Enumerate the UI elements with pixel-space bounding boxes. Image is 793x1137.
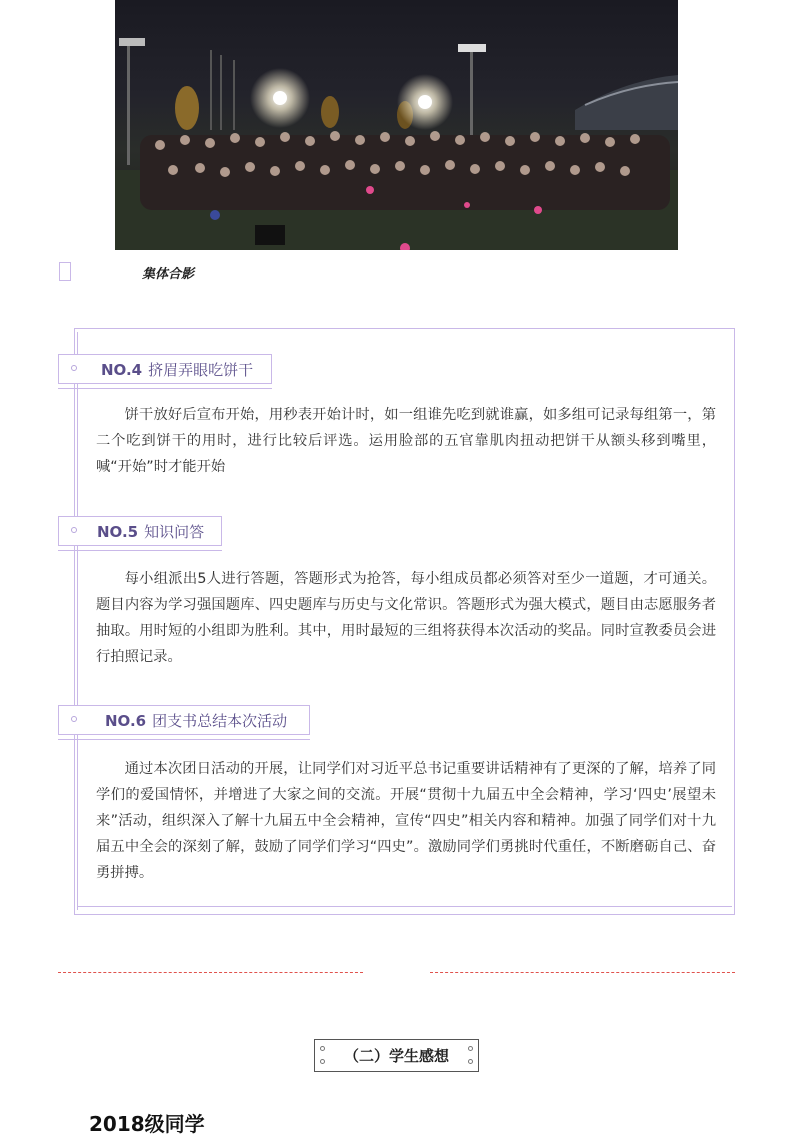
corner-dot-icon xyxy=(320,1046,325,1051)
bullet-icon xyxy=(71,716,77,722)
divider-left xyxy=(58,972,363,973)
section-number: NO.6 xyxy=(105,711,147,730)
section-body-no4: 饼干放好后宣布开始，用秒表开始计时，如一组谁先吃到就谁赢，如多组可记录每组第一，第二个吃到饼干的用时，进行比较后评选。运用脸部的五官靠肌肉扭动把饼干从额头移到嘴里，喊“开始”时才能开始 xyxy=(96,407,716,475)
corner-dot-icon xyxy=(468,1059,473,1064)
section-heading-no5 xyxy=(58,516,222,546)
corner-dot-icon xyxy=(468,1046,473,1051)
frame-decor-line xyxy=(77,906,732,907)
section-body-no6: 通过本次团日活动的开展，让同学们对习近平总书记重要讲话精神有了更深的了解，培养了同学们的爱国情怀，并增进了大家之间的交流。开展“贯彻十九届五中全会精神，学习‘四史’展望未来”活动，组织深入了解十九届五中全会精神，宣传“四史”相关内容和精神。加强了同学们对十九届五中全会的深刻了解，鼓励了同学们学习“四史”。激励同学们勇挑时代重任，不断磨砺自己、奋勇拼搏。 xyxy=(96,761,716,881)
section-heading-no6 xyxy=(58,705,310,735)
group-photo xyxy=(115,0,678,250)
section-title-box xyxy=(314,1039,479,1072)
section-title: 挤眉弄眼吃饼干 xyxy=(148,360,254,379)
bullet-icon xyxy=(71,527,77,533)
section-title-text: （二）学生感想 xyxy=(343,1047,449,1065)
divider-right xyxy=(430,972,735,973)
section-title: 知识问答 xyxy=(144,522,205,541)
frame-decor-line xyxy=(77,332,78,910)
caption-marker xyxy=(59,262,71,281)
section-heading-no4 xyxy=(58,354,272,384)
section-number: NO.5 xyxy=(97,522,139,541)
photo-caption: 集体合影 xyxy=(142,267,195,282)
bullet-icon xyxy=(71,365,77,371)
corner-dot-icon xyxy=(320,1059,325,1064)
subsection-heading: 2018级同学 xyxy=(89,1112,205,1136)
section-title: 团支书总结本次活动 xyxy=(152,711,288,730)
section-number: NO.4 xyxy=(101,360,143,379)
section-body-no5: 每小组派出5人进行答题，答题形式为抢答，每小组成员都必须答对至少一道题，才可通关。题目内容为学习强国题库、四史题库与历史与文化常识。答题形式为强大模式，题目由志愿服务者抽取。用时短的小组即为胜利。其中，用时最短的三组将获得本次活动的奖品。同时宣教委员会进行拍照记录。 xyxy=(96,571,716,665)
